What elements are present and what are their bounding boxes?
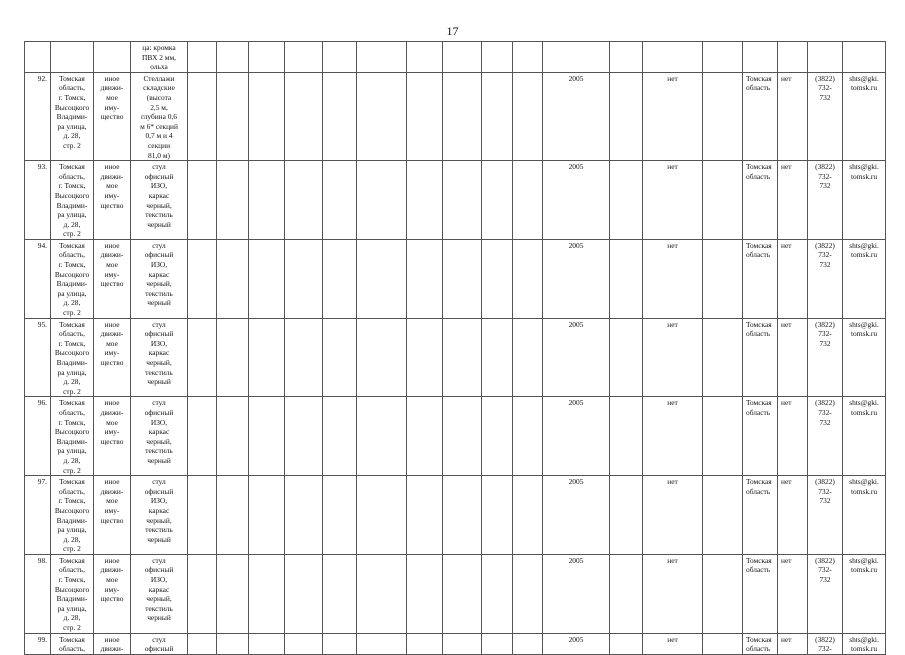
row-number xyxy=(25,476,51,555)
email-cell xyxy=(843,161,886,240)
empty-cell xyxy=(610,476,643,555)
address-cell-text: Томская область, г. Томск, Высоцкого Владими- ра улица, д. 28, стр. 2 xyxy=(54,555,90,633)
address-cell xyxy=(51,318,94,397)
empty-cell xyxy=(610,633,643,654)
property-type-cell xyxy=(94,476,131,555)
description-cell xyxy=(131,161,188,240)
phone-cell-text: (3822) 732- 732 xyxy=(815,162,835,191)
empty-cell xyxy=(703,72,743,160)
empty-cell xyxy=(443,239,482,318)
encumbrance-cell xyxy=(643,476,703,555)
encumbrance-cell-text: нет xyxy=(667,319,678,329)
empty-cell xyxy=(513,161,543,240)
empty-cell xyxy=(482,397,513,476)
encumbrance-cell-text: нет xyxy=(667,73,678,83)
empty-cell xyxy=(703,476,743,555)
empty-cell xyxy=(249,318,285,397)
address-cell-text: Томская область, г. Томск, Высоцкого Владими- ра улица, д. 28, стр. 2 xyxy=(54,319,90,396)
table-row xyxy=(25,554,886,633)
encumbrance-cell xyxy=(643,318,703,397)
empty-cell xyxy=(323,161,357,240)
year-cell xyxy=(543,72,610,160)
encumbrance-cell-text: нет xyxy=(667,555,678,565)
empty-cell xyxy=(610,239,643,318)
owner-cell-text: Томская область xyxy=(746,555,772,575)
carryover-row xyxy=(25,42,886,73)
empty-cell xyxy=(285,397,323,476)
empty-cell xyxy=(188,161,217,240)
row-number xyxy=(25,554,51,633)
row-number xyxy=(25,161,51,240)
restriction-cell-text: нет xyxy=(781,240,792,250)
table-row xyxy=(25,476,886,555)
empty-cell xyxy=(407,72,443,160)
table-row xyxy=(25,72,886,160)
owner-cell-text: Томская область xyxy=(746,477,772,496)
empty-cell xyxy=(323,476,357,555)
empty-cell xyxy=(217,239,249,318)
empty-cell xyxy=(443,161,482,240)
restriction-cell xyxy=(778,633,808,654)
table-row xyxy=(25,239,886,318)
restriction-cell-text: нет xyxy=(781,162,792,172)
restriction-cell-text: нет xyxy=(781,319,792,329)
owner-cell-text: Томская область xyxy=(746,634,772,654)
row-number-text: 99. xyxy=(37,634,47,644)
empty-cell xyxy=(443,554,482,633)
empty-cell xyxy=(610,397,643,476)
empty-cell xyxy=(323,239,357,318)
property-register-table xyxy=(24,41,886,655)
address-cell-text: Томская область, г. Томск, Высоцкого Владими- ра улица, д. 28, стр. 2 xyxy=(54,477,90,554)
email-cell xyxy=(843,554,886,633)
property-type-cell-text: иное движи- мое иму- щество xyxy=(100,477,124,525)
property-type-cell-text: иное движи- мое иму- щество xyxy=(100,398,124,446)
empty-cell xyxy=(703,318,743,397)
owner-cell-text: Томская область xyxy=(746,240,772,260)
row-number xyxy=(25,72,51,160)
year-cell xyxy=(543,318,610,397)
email-cell xyxy=(843,633,886,654)
row-number-text: 97. xyxy=(37,477,47,487)
empty-cell xyxy=(249,633,285,654)
empty-cell xyxy=(482,318,513,397)
year-cell-text: 2005 xyxy=(568,240,584,250)
description-cell xyxy=(131,554,188,633)
address-cell-text: Томская область, xyxy=(59,634,85,654)
description-cell-text: стул офисный ИЗО, каркас черный, текстиль черный xyxy=(144,477,174,544)
row-number xyxy=(25,397,51,476)
restriction-cell-text: нет xyxy=(781,634,792,644)
empty-cell xyxy=(357,72,407,160)
empty-cell xyxy=(357,633,407,654)
description-cell xyxy=(131,633,188,654)
email-cell-text: shts@gki. tomsk.ru xyxy=(849,73,879,93)
description-cell xyxy=(131,318,188,397)
year-cell-text: 2005 xyxy=(568,555,584,565)
encumbrance-cell-text: нет xyxy=(667,240,678,250)
email-cell xyxy=(843,239,886,318)
empty-cell xyxy=(188,633,217,654)
address-cell-text: Томская область, г. Томск, Высоцкого Владими- ра улица, д. 28, стр. 2 xyxy=(54,398,90,475)
page-number: 17 xyxy=(446,24,459,38)
address-cell xyxy=(51,239,94,318)
phone-cell-text: (3822) 732- 732 xyxy=(815,240,835,270)
empty-cell xyxy=(513,633,543,654)
owner-cell xyxy=(743,239,778,318)
encumbrance-cell-text: нет xyxy=(667,634,678,644)
owner-cell xyxy=(743,397,778,476)
address-cell xyxy=(51,633,94,654)
year-cell xyxy=(543,397,610,476)
row-number-text: 98. xyxy=(37,555,47,565)
empty-cell xyxy=(217,476,249,555)
phone-cell-text: (3822) 732- 732 xyxy=(815,555,835,585)
phone-cell xyxy=(808,239,843,318)
empty-cell xyxy=(703,161,743,240)
empty-cell xyxy=(703,397,743,476)
empty-cell xyxy=(285,554,323,633)
year-cell xyxy=(543,633,610,654)
empty-cell xyxy=(249,239,285,318)
email-cell-text: shts@gki. tomsk.ru xyxy=(849,319,879,339)
email-cell-text: shts@gki. tomsk.ru xyxy=(849,162,879,181)
description-cell-text: стул офисный ИЗО, каркас черный, текстиль черный xyxy=(144,319,174,387)
phone-cell xyxy=(808,554,843,633)
empty-cell xyxy=(357,239,407,318)
description-cell xyxy=(131,476,188,555)
empty-cell xyxy=(610,72,643,160)
address-cell-text: Томская область, г. Томск, Высоцкого Владими- ра улица, д. 28, стр. 2 xyxy=(54,240,90,318)
empty-cell xyxy=(323,397,357,476)
phone-cell-text: (3822) 732- 732 xyxy=(815,477,835,506)
owner-cell xyxy=(743,72,778,160)
table-row xyxy=(25,318,886,397)
empty-cell xyxy=(407,318,443,397)
empty-cell xyxy=(482,476,513,555)
empty-cell xyxy=(482,554,513,633)
description-cell-text: Стеллажи складские (высота 2,5 м, глубина 0,6 м 6* секций 0,7 м и 4 секции 81,0 м) xyxy=(140,73,178,160)
empty-cell xyxy=(285,318,323,397)
empty-cell xyxy=(249,72,285,160)
empty-cell xyxy=(249,476,285,555)
year-cell-text: 2005 xyxy=(568,398,584,408)
phone-cell-text: (3822) 732- 732 xyxy=(815,398,835,427)
empty-cell xyxy=(482,72,513,160)
restriction-cell-text: нет xyxy=(781,398,792,408)
phone-cell xyxy=(808,476,843,555)
empty-cell xyxy=(323,72,357,160)
property-type-cell xyxy=(94,161,131,240)
empty-cell xyxy=(443,397,482,476)
restriction-cell xyxy=(778,161,808,240)
email-cell xyxy=(843,72,886,160)
property-type-cell xyxy=(94,239,131,318)
address-cell xyxy=(51,554,94,633)
empty-cell xyxy=(703,554,743,633)
restriction-cell xyxy=(778,318,808,397)
owner-cell xyxy=(743,318,778,397)
phone-cell xyxy=(808,633,843,654)
phone-cell-text: (3822) 732- xyxy=(815,634,835,654)
restriction-cell xyxy=(778,476,808,555)
empty-cell xyxy=(285,239,323,318)
empty-cell xyxy=(482,161,513,240)
email-cell-text: shts@gki. tomsk.ru xyxy=(849,634,879,654)
address-cell-text: Томская область, г. Томск, Высоцкого Владими- ра улица, д. 28, стр. 2 xyxy=(54,162,90,239)
owner-cell-text: Томская область xyxy=(746,398,772,417)
property-type-cell-text: иное движи- xyxy=(100,634,124,654)
phone-cell xyxy=(808,72,843,160)
empty-cell xyxy=(188,318,217,397)
owner-cell xyxy=(743,554,778,633)
description-cell xyxy=(131,239,188,318)
property-type-cell-text: иное движи- мое иму- щество xyxy=(100,555,124,604)
empty-cell xyxy=(285,72,323,160)
phone-cell xyxy=(808,318,843,397)
empty-cell xyxy=(249,397,285,476)
empty-cell xyxy=(323,554,357,633)
property-type-cell xyxy=(94,72,131,160)
restriction-cell-text: нет xyxy=(781,73,792,83)
empty-cell xyxy=(188,554,217,633)
year-cell xyxy=(543,476,610,555)
table-row xyxy=(25,633,886,654)
row-number xyxy=(25,318,51,397)
description-cell xyxy=(131,72,188,160)
email-cell xyxy=(843,397,886,476)
empty-cell xyxy=(407,633,443,654)
description-cell xyxy=(131,397,188,476)
encumbrance-cell xyxy=(643,161,703,240)
table-row xyxy=(25,161,886,240)
description-cell-text: стул офисный xyxy=(144,634,174,654)
year-cell-text: 2005 xyxy=(568,162,584,172)
email-cell-text: shts@gki. tomsk.ru xyxy=(849,477,879,496)
email-cell xyxy=(843,476,886,555)
row-number-text: 93. xyxy=(37,162,47,172)
empty-cell xyxy=(443,318,482,397)
property-type-cell xyxy=(94,318,131,397)
row-number-text: 92. xyxy=(37,73,47,83)
restriction-cell xyxy=(778,239,808,318)
empty-cell xyxy=(513,318,543,397)
empty-cell xyxy=(443,476,482,555)
address-cell xyxy=(51,72,94,160)
restriction-cell xyxy=(778,554,808,633)
empty-cell xyxy=(443,633,482,654)
empty-cell xyxy=(357,554,407,633)
row-number xyxy=(25,633,51,654)
description-cell-text: стул офисный ИЗО, каркас черный, текстиль черный xyxy=(144,162,174,229)
property-type-cell-text: иное движи- мое иму- щество xyxy=(100,319,124,367)
owner-cell-text: Томская область xyxy=(746,73,772,93)
empty-cell xyxy=(357,476,407,555)
empty-cell xyxy=(513,476,543,555)
owner-cell xyxy=(743,476,778,555)
empty-cell xyxy=(482,633,513,654)
year-cell xyxy=(543,554,610,633)
restriction-cell-text: нет xyxy=(781,555,792,565)
owner-cell xyxy=(743,161,778,240)
property-type-cell-text: иное движи- мое иму- щество xyxy=(100,240,124,289)
row-number xyxy=(25,239,51,318)
empty-cell xyxy=(217,318,249,397)
empty-cell xyxy=(407,239,443,318)
empty-cell xyxy=(249,554,285,633)
empty-cell xyxy=(610,554,643,633)
year-cell xyxy=(543,239,610,318)
email-cell-text: shts@gki. tomsk.ru xyxy=(849,555,879,575)
empty-cell xyxy=(513,239,543,318)
row-number-text: 94. xyxy=(37,240,47,250)
empty-cell xyxy=(703,633,743,654)
empty-cell xyxy=(188,239,217,318)
property-type-cell xyxy=(94,554,131,633)
year-cell xyxy=(543,161,610,240)
address-cell xyxy=(51,476,94,555)
owner-cell xyxy=(743,633,778,654)
year-cell-text: 2005 xyxy=(568,319,584,329)
address-cell-text: Томская область, г. Томск, Высоцкого Владими- ра улица, д. 28, стр. 2 xyxy=(54,73,90,150)
property-type-cell xyxy=(94,397,131,476)
empty-cell xyxy=(217,554,249,633)
empty-cell xyxy=(188,476,217,555)
restriction-cell xyxy=(778,72,808,160)
empty-cell xyxy=(217,633,249,654)
empty-cell xyxy=(703,239,743,318)
empty-cell xyxy=(407,554,443,633)
carryover-description: ца: кромка ПВХ 2 мм, ольха xyxy=(141,43,176,72)
empty-cell xyxy=(443,72,482,160)
address-cell xyxy=(51,161,94,240)
owner-cell-text: Томская область xyxy=(746,162,772,181)
empty-cell xyxy=(285,161,323,240)
empty-cell xyxy=(217,161,249,240)
empty-cell xyxy=(610,161,643,240)
empty-cell xyxy=(217,72,249,160)
owner-cell-text: Томская область xyxy=(746,319,772,339)
empty-cell xyxy=(188,397,217,476)
email-cell-text: shts@gki. tomsk.ru xyxy=(849,398,879,417)
empty-cell xyxy=(513,72,543,160)
address-cell xyxy=(51,397,94,476)
encumbrance-cell xyxy=(643,239,703,318)
empty-cell xyxy=(249,161,285,240)
row-number-text: 96. xyxy=(37,398,47,408)
phone-cell-text: (3822) 732- 732 xyxy=(815,319,835,348)
email-cell-text: shts@gki. tomsk.ru xyxy=(849,240,879,260)
empty-cell xyxy=(513,397,543,476)
restriction-cell xyxy=(778,397,808,476)
empty-cell xyxy=(610,318,643,397)
empty-cell xyxy=(285,476,323,555)
empty-cell xyxy=(407,161,443,240)
encumbrance-cell xyxy=(643,633,703,654)
email-cell xyxy=(843,318,886,397)
row-number-text: 95. xyxy=(37,319,47,329)
year-cell-text: 2005 xyxy=(568,73,584,83)
phone-cell xyxy=(808,397,843,476)
encumbrance-cell xyxy=(643,554,703,633)
phone-cell-text: (3822) 732- 732 xyxy=(815,73,835,102)
description-cell-text: стул офисный ИЗО, каркас черный, текстиль черный xyxy=(144,555,174,623)
property-type-cell xyxy=(94,633,131,654)
empty-cell xyxy=(357,161,407,240)
restriction-cell-text: нет xyxy=(781,477,792,487)
empty-cell xyxy=(188,72,217,160)
description-cell-text: стул офисный ИЗО, каркас черный, текстиль черный xyxy=(144,240,174,308)
empty-cell xyxy=(357,397,407,476)
encumbrance-cell xyxy=(643,72,703,160)
empty-cell xyxy=(217,397,249,476)
empty-cell xyxy=(482,239,513,318)
empty-cell xyxy=(323,633,357,654)
empty-cell xyxy=(323,318,357,397)
empty-cell xyxy=(407,397,443,476)
empty-cell xyxy=(407,476,443,555)
empty-cell xyxy=(513,554,543,633)
phone-cell xyxy=(808,161,843,240)
empty-cell xyxy=(357,318,407,397)
property-type-cell-text: иное движи- мое иму- щество xyxy=(100,162,124,210)
description-cell-text: стул офисный ИЗО, каркас черный, текстиль черный xyxy=(144,398,174,465)
encumbrance-cell xyxy=(643,397,703,476)
empty-cell xyxy=(285,633,323,654)
encumbrance-cell-text: нет xyxy=(667,398,678,408)
encumbrance-cell-text: нет xyxy=(667,477,678,487)
year-cell-text: 2005 xyxy=(568,477,584,487)
table-row xyxy=(25,397,886,476)
property-type-cell-text: иное движи- мое иму- щество xyxy=(100,73,124,122)
encumbrance-cell-text: нет xyxy=(667,162,678,172)
year-cell-text: 2005 xyxy=(568,634,584,644)
